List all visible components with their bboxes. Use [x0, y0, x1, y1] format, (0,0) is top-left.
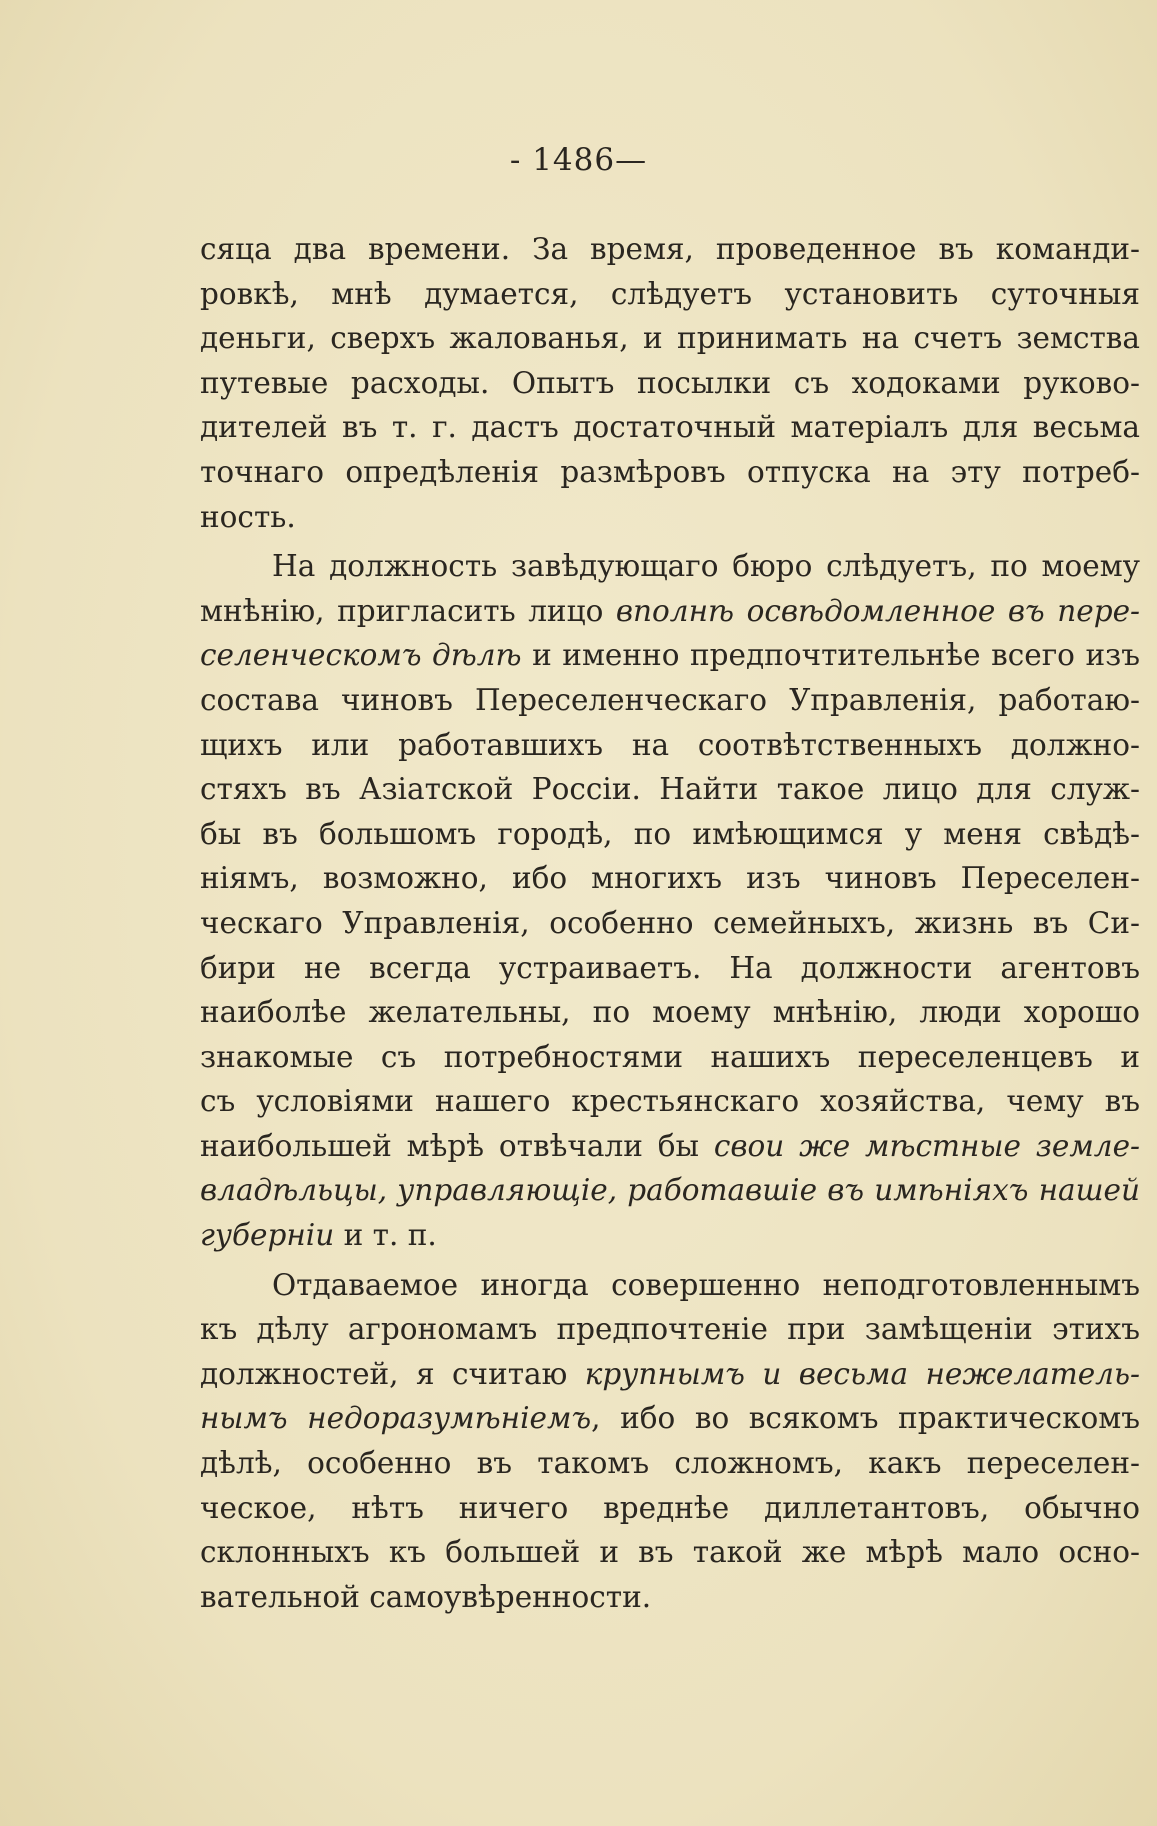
body-text — [200, 227, 1140, 1619]
paragraph-1 — [200, 227, 1140, 539]
line-segment: мнѣнію, пригласить лицо — [200, 593, 616, 628]
text-line: ровкѣ, мнѣ думается, слѣдуетъ установить суточныя — [200, 276, 1140, 311]
text-line: вательной самоувѣренности. — [200, 1579, 652, 1614]
text-line: деньги, сверхъ жалованья, и принимать на счетъ земства — [200, 321, 1140, 356]
text-line — [200, 1396, 1140, 1441]
text-line: склонныхъ къ большей и въ такой же мѣрѣ мало осно- — [200, 1535, 1140, 1570]
text-line: ческое, нѣтъ ничего вреднѣе диллетантовъ, обычно — [200, 1490, 1140, 1525]
italic-phrase: владѣльцы, управляющіе, работавшіе въ имѣніяхъ нашей — [200, 1173, 1140, 1208]
line-segment: , ибо во всякомъ практическомъ — [591, 1401, 1140, 1436]
italic-phrase: свои же мѣстные земле- — [713, 1128, 1140, 1163]
text-line — [200, 633, 1140, 678]
italic-phrase: крупнымъ и весьма нежелатель- — [584, 1356, 1140, 1391]
text-line: сяца два времени. За время, проведенное въ команди- — [200, 232, 1140, 266]
paragraph-3 — [200, 1263, 1140, 1620]
text-line: ность. — [200, 499, 296, 534]
text-line: дѣлѣ, особенно въ такомъ сложномъ, какъ переселен- — [200, 1446, 1140, 1481]
italic-phrase: вполнѣ освѣдомленное въ пере- — [615, 593, 1140, 628]
text-line: состава чиновъ Переселенческаго Управленія, работаю- — [200, 682, 1140, 717]
line-segment: наибольшей мѣрѣ отвѣчали бы — [200, 1128, 714, 1163]
text-line — [200, 1168, 1140, 1213]
line-segment: и именно предпочтительнѣе всего изъ — [521, 638, 1140, 673]
text-line — [200, 1352, 1140, 1397]
page-number: - 1486— — [509, 142, 648, 178]
italic-phrase: нымъ недоразумѣніемъ — [200, 1401, 592, 1436]
text-line: путевые расходы. Опытъ посылки съ ходоками руково- — [200, 365, 1140, 400]
line-segment: и т. п. — [334, 1218, 437, 1253]
italic-phrase: селенческомъ дѣлѣ — [200, 638, 522, 673]
italic-phrase: губерніи — [200, 1218, 335, 1253]
text-line: стяхъ въ Азіатской Россіи. Найти такое лицо для служ- — [200, 772, 1140, 807]
paragraph-2 — [200, 544, 1140, 1258]
text-line — [200, 1213, 1140, 1258]
text-line: щихъ или работавшихъ на соотвѣтственныхъ должно- — [200, 727, 1140, 762]
text-line: съ условіями нашего крестьянскаго хозяйства, чему въ — [200, 1084, 1140, 1119]
text-line: бири не всегда устраиваетъ. На должности агентовъ — [200, 950, 1140, 985]
text-line — [200, 589, 1140, 634]
text-line: ческаго Управленія, особенно семейныхъ, жизнь въ Си- — [200, 905, 1140, 940]
text-line: Отдаваемое иногда совершенно неподготовленнымъ — [272, 1267, 1140, 1302]
text-line: ніямъ, возможно, ибо многихъ изъ чиновъ Переселен- — [200, 861, 1140, 896]
text-line: бы въ большомъ городѣ, по имѣющимся у меня свѣдѣ- — [200, 816, 1140, 851]
line-segment: должностей, я считаю — [200, 1356, 585, 1391]
text-line: знакомые съ потребностями нашихъ переселенцевъ и — [200, 1039, 1140, 1074]
text-line: къ дѣлу агрономамъ предпочтеніе при замѣщеніи этихъ — [200, 1312, 1140, 1347]
text-line — [200, 1124, 1140, 1169]
text-line: дителей въ т. г. дастъ достаточный матеріалъ для весьма — [200, 410, 1140, 445]
text-line: На должность завѣдующаго бюро слѣдуетъ, по моему — [272, 549, 1140, 584]
text-line: наиболѣе желательны, по моему мнѣнію, люди хорошо — [200, 995, 1140, 1030]
text-line: точнаго опредѣленія размѣровъ отпуска на эту потреб- — [200, 454, 1140, 489]
